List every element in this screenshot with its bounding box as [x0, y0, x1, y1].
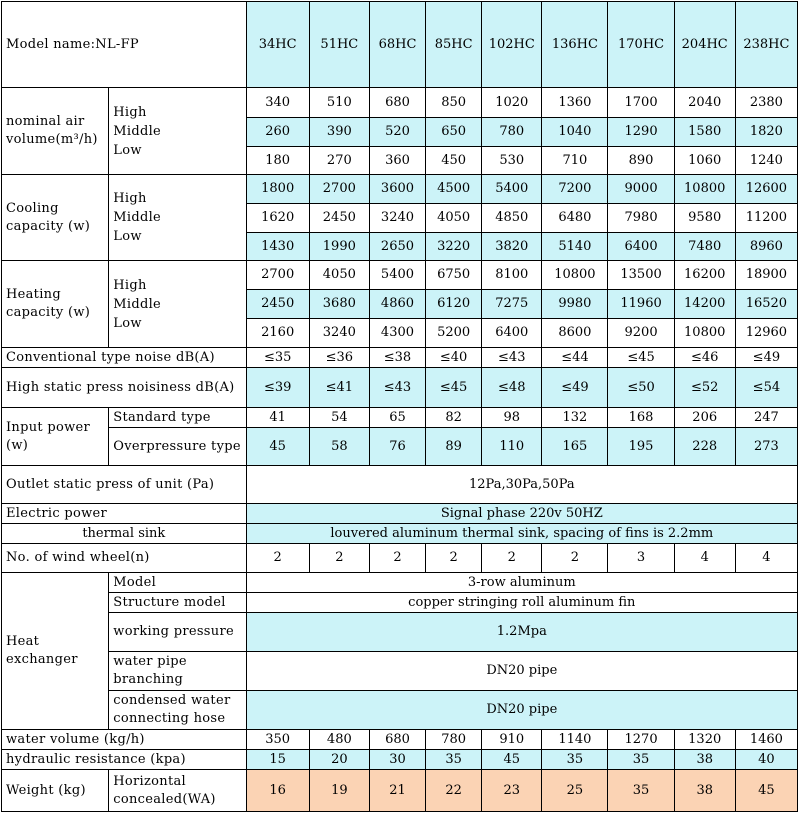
- table-cell: 7480: [674, 233, 735, 261]
- model-51hc: 51HC: [309, 2, 369, 88]
- table-cell: 11960: [608, 290, 674, 319]
- hx-model-label: Model: [109, 573, 246, 593]
- table-cell: ≤35: [246, 348, 309, 368]
- table-cell: 450: [426, 147, 482, 175]
- standard-type-label: Standard type: [109, 408, 246, 428]
- table-cell: 12960: [735, 319, 797, 348]
- table-cell: 1060: [674, 147, 735, 175]
- table-cell: 3680: [309, 290, 369, 319]
- table-cell: 3820: [482, 233, 542, 261]
- table-cell: 110: [482, 428, 542, 466]
- hx-pressure-label: working pressure: [109, 613, 246, 652]
- table-cell: 5400: [482, 175, 542, 204]
- heating-label: Heating capacity (w): [2, 261, 109, 348]
- table-cell: 340: [246, 88, 309, 118]
- table-cell: 1430: [246, 233, 309, 261]
- table-cell: 2: [426, 544, 482, 573]
- hx-branching-row: [2, 652, 798, 691]
- hx-model-row: [2, 573, 798, 593]
- table-cell: 8100: [482, 261, 542, 290]
- table-cell: 12600: [735, 175, 797, 204]
- table-cell: 1040: [542, 118, 608, 147]
- level-middle: Middle: [113, 123, 162, 139]
- table-cell: 9000: [608, 175, 674, 204]
- table-cell: 1240: [735, 147, 797, 175]
- air-volume-row-high: [2, 88, 798, 118]
- table-cell: ≤46: [674, 348, 735, 368]
- weight-sub-label: Horizontal concealed(WA): [109, 770, 246, 812]
- hx-model-value: 3-row aluminum: [246, 573, 797, 593]
- hydraulic-row: [2, 750, 798, 770]
- air-volume-levels: [109, 88, 246, 175]
- table-cell: 15: [246, 750, 309, 770]
- level-low: Low: [113, 229, 142, 244]
- table-cell: 41: [246, 408, 309, 428]
- table-cell: 2: [309, 544, 369, 573]
- wind-wheel-row: [2, 544, 798, 573]
- spec-table: [1, 1, 798, 812]
- table-cell: 25: [542, 770, 608, 812]
- table-cell: 780: [426, 730, 482, 750]
- table-cell: 35: [426, 750, 482, 770]
- thermal-sink-row: [2, 524, 798, 544]
- table-cell: 710: [542, 147, 608, 175]
- table-cell: 45: [735, 770, 797, 812]
- cooling-row-high: [2, 175, 798, 204]
- table-cell: 1820: [735, 118, 797, 147]
- table-cell: 20: [309, 750, 369, 770]
- input-power-overpressure-row: [2, 428, 798, 466]
- table-cell: 3240: [309, 319, 369, 348]
- weight-label: Weight (kg): [2, 770, 109, 812]
- table-cell: 3600: [369, 175, 425, 204]
- table-cell: ≤49: [542, 368, 608, 408]
- header-row: [2, 2, 798, 88]
- model-204hc: 204HC: [674, 2, 735, 88]
- table-cell: 1290: [608, 118, 674, 147]
- input-power-label: Input power (w): [2, 408, 109, 466]
- model-34hc: 34HC: [246, 2, 309, 88]
- table-cell: ≤50: [608, 368, 674, 408]
- table-cell: 2: [246, 544, 309, 573]
- table-cell: 1620: [246, 204, 309, 233]
- heating-row-high: [2, 261, 798, 290]
- hx-hose-label: condensed water connecting hose: [109, 691, 246, 730]
- heat-exchanger-label: Heat exchanger: [2, 573, 109, 730]
- table-cell: 195: [608, 428, 674, 466]
- thermal-sink-label: thermal sink: [2, 524, 247, 544]
- heating-levels: [109, 261, 246, 348]
- table-cell: 16200: [674, 261, 735, 290]
- weight-row: [2, 770, 798, 812]
- wind-wheel-label: No. of wind wheel(n): [2, 544, 247, 573]
- table-cell: 35: [608, 750, 674, 770]
- model-68hc: 68HC: [369, 2, 425, 88]
- table-cell: 11200: [735, 204, 797, 233]
- table-cell: 5140: [542, 233, 608, 261]
- table-cell: 40: [735, 750, 797, 770]
- table-cell: 270: [309, 147, 369, 175]
- hx-branching-value: DN20 pipe: [246, 652, 797, 691]
- hx-structure-value: copper stringing roll aluminum fin: [246, 593, 797, 613]
- model-name-label: Model name:NL-FP: [2, 2, 247, 88]
- table-cell: 3: [608, 544, 674, 573]
- table-cell: 7200: [542, 175, 608, 204]
- table-cell: 65: [369, 408, 425, 428]
- overpressure-type-label: Overpressure type: [109, 428, 246, 466]
- table-cell: 6400: [608, 233, 674, 261]
- table-cell: ≤45: [426, 368, 482, 408]
- table-cell: 680: [369, 88, 425, 118]
- table-cell: ≤45: [608, 348, 674, 368]
- table-cell: 132: [542, 408, 608, 428]
- table-cell: 168: [608, 408, 674, 428]
- level-high: High: [113, 104, 147, 120]
- table-cell: 6400: [482, 319, 542, 348]
- table-cell: 8600: [542, 319, 608, 348]
- table-cell: 1140: [542, 730, 608, 750]
- model-85hc: 85HC: [426, 2, 482, 88]
- level-high: High: [113, 277, 147, 293]
- air-volume-label: nominal air volume(m³/h): [2, 88, 109, 175]
- table-cell: 2700: [309, 175, 369, 204]
- noise-high-static-row: [2, 368, 798, 408]
- table-cell: 23: [482, 770, 542, 812]
- water-volume-row: [2, 730, 798, 750]
- table-cell: 1020: [482, 88, 542, 118]
- table-cell: ≤40: [426, 348, 482, 368]
- cooling-levels: [109, 175, 246, 261]
- table-cell: ≤41: [309, 368, 369, 408]
- table-cell: 35: [608, 770, 674, 812]
- table-cell: ≤52: [674, 368, 735, 408]
- water-volume-label: water volume (kg/h): [2, 730, 247, 750]
- hx-hose-row: [2, 691, 798, 730]
- table-cell: 260: [246, 118, 309, 147]
- table-cell: 13500: [608, 261, 674, 290]
- table-cell: 510: [309, 88, 369, 118]
- table-cell: 14200: [674, 290, 735, 319]
- cooling-label: Cooling capacity (w): [2, 175, 109, 261]
- table-cell: 1580: [674, 118, 735, 147]
- table-cell: 7980: [608, 204, 674, 233]
- table-cell: 273: [735, 428, 797, 466]
- table-cell: 2040: [674, 88, 735, 118]
- electric-power-row: [2, 504, 798, 524]
- input-power-standard-row: [2, 408, 798, 428]
- table-cell: 228: [674, 428, 735, 466]
- table-cell: 2: [369, 544, 425, 573]
- table-cell: ≤39: [246, 368, 309, 408]
- table-cell: 16520: [735, 290, 797, 319]
- table-cell: 38: [674, 770, 735, 812]
- hx-structure-label: Structure model: [109, 593, 246, 613]
- table-cell: 6480: [542, 204, 608, 233]
- table-cell: 8960: [735, 233, 797, 261]
- model-136hc: 136HC: [542, 2, 608, 88]
- table-cell: 38: [674, 750, 735, 770]
- hx-structure-row: [2, 593, 798, 613]
- table-cell: 3220: [426, 233, 482, 261]
- hx-pressure-value: 1.2Mpa: [246, 613, 797, 652]
- table-cell: 22: [426, 770, 482, 812]
- table-cell: 360: [369, 147, 425, 175]
- table-cell: ≤43: [369, 368, 425, 408]
- table-cell: 10800: [542, 261, 608, 290]
- table-cell: 4850: [482, 204, 542, 233]
- table-cell: 4500: [426, 175, 482, 204]
- outlet-static-row: [2, 466, 798, 504]
- noise-high-static-label: High static press noisiness dB(A): [2, 368, 247, 408]
- table-cell: ≤48: [482, 368, 542, 408]
- table-cell: ≤49: [735, 348, 797, 368]
- table-cell: 9580: [674, 204, 735, 233]
- table-cell: 1700: [608, 88, 674, 118]
- electric-power-value: Signal phase 220v 50HZ: [246, 504, 797, 524]
- table-cell: 680: [369, 730, 425, 750]
- level-high: High: [113, 191, 147, 206]
- table-cell: 890: [608, 147, 674, 175]
- table-cell: 5200: [426, 319, 482, 348]
- hydraulic-label: hydraulic resistance (kpa): [2, 750, 247, 770]
- table-cell: 30: [369, 750, 425, 770]
- table-cell: 76: [369, 428, 425, 466]
- thermal-sink-value: louvered aluminum thermal sink, spacing of fins is 2.2mm: [246, 524, 797, 544]
- table-cell: 1800: [246, 175, 309, 204]
- table-cell: 520: [369, 118, 425, 147]
- table-cell: 3240: [369, 204, 425, 233]
- table-cell: 6120: [426, 290, 482, 319]
- table-cell: 2: [542, 544, 608, 573]
- table-cell: 4: [674, 544, 735, 573]
- table-cell: 16: [246, 770, 309, 812]
- table-cell: 2450: [309, 204, 369, 233]
- table-cell: 7275: [482, 290, 542, 319]
- table-cell: 2380: [735, 88, 797, 118]
- table-cell: 780: [482, 118, 542, 147]
- table-cell: 2160: [246, 319, 309, 348]
- table-cell: ≤54: [735, 368, 797, 408]
- outlet-static-label: Outlet static press of unit (Pa): [2, 466, 247, 504]
- table-cell: 165: [542, 428, 608, 466]
- table-cell: 530: [482, 147, 542, 175]
- noise-conventional-label: Conventional type noise dB(A): [2, 348, 247, 368]
- table-cell: 6750: [426, 261, 482, 290]
- table-cell: 4050: [309, 261, 369, 290]
- table-cell: 206: [674, 408, 735, 428]
- level-middle: Middle: [113, 296, 162, 312]
- table-cell: 4: [735, 544, 797, 573]
- level-middle: Middle: [113, 210, 162, 225]
- table-cell: 19: [309, 770, 369, 812]
- table-cell: 5400: [369, 261, 425, 290]
- table-cell: 2650: [369, 233, 425, 261]
- table-cell: 35: [542, 750, 608, 770]
- table-cell: 18900: [735, 261, 797, 290]
- table-cell: 850: [426, 88, 482, 118]
- table-cell: 2: [482, 544, 542, 573]
- table-cell: 350: [246, 730, 309, 750]
- table-cell: 89: [426, 428, 482, 466]
- noise-conventional-row: [2, 348, 798, 368]
- table-cell: 4300: [369, 319, 425, 348]
- level-low: Low: [113, 315, 142, 331]
- table-cell: 180: [246, 147, 309, 175]
- table-cell: 1460: [735, 730, 797, 750]
- hx-hose-value: DN20 pipe: [246, 691, 797, 730]
- table-cell: 1270: [608, 730, 674, 750]
- table-cell: 4860: [369, 290, 425, 319]
- table-cell: 82: [426, 408, 482, 428]
- table-cell: 1990: [309, 233, 369, 261]
- table-cell: 910: [482, 730, 542, 750]
- table-cell: 45: [482, 750, 542, 770]
- table-cell: 58: [309, 428, 369, 466]
- table-cell: 390: [309, 118, 369, 147]
- table-cell: ≤36: [309, 348, 369, 368]
- outlet-static-value: 12Pa,30Pa,50Pa: [246, 466, 797, 504]
- model-102hc: 102HC: [482, 2, 542, 88]
- table-cell: 2700: [246, 261, 309, 290]
- electric-power-label: Electric power: [2, 504, 247, 524]
- hx-branching-label: water pipe branching: [109, 652, 246, 691]
- level-low: Low: [113, 142, 142, 158]
- table-cell: 480: [309, 730, 369, 750]
- table-cell: ≤43: [482, 348, 542, 368]
- table-cell: 650: [426, 118, 482, 147]
- table-cell: 9200: [608, 319, 674, 348]
- table-cell: ≤38: [369, 348, 425, 368]
- table-cell: 98: [482, 408, 542, 428]
- table-cell: ≤44: [542, 348, 608, 368]
- table-cell: 2450: [246, 290, 309, 319]
- model-238hc: 238HC: [735, 2, 797, 88]
- table-cell: 247: [735, 408, 797, 428]
- table-cell: 54: [309, 408, 369, 428]
- table-cell: 1320: [674, 730, 735, 750]
- table-cell: 45: [246, 428, 309, 466]
- table-cell: 1360: [542, 88, 608, 118]
- hx-pressure-row: [2, 613, 798, 652]
- table-cell: 21: [369, 770, 425, 812]
- table-cell: 9980: [542, 290, 608, 319]
- table-cell: 10800: [674, 319, 735, 348]
- table-cell: 4050: [426, 204, 482, 233]
- model-170hc: 170HC: [608, 2, 674, 88]
- table-cell: 10800: [674, 175, 735, 204]
